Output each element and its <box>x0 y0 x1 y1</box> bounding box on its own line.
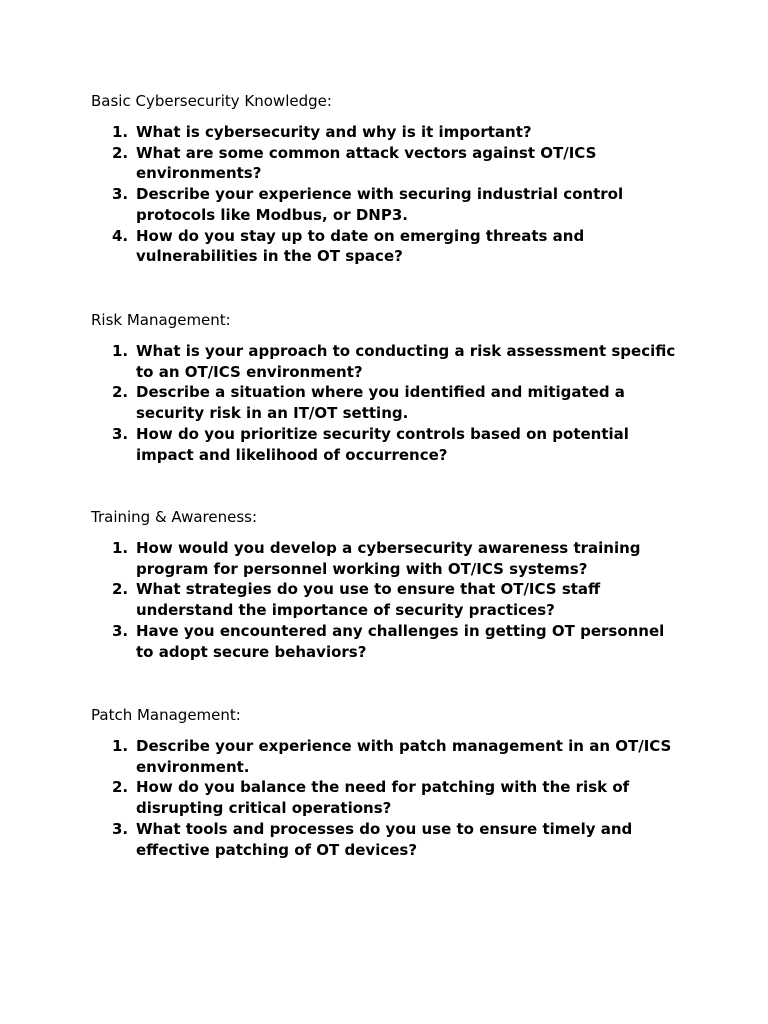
question-item <box>91 143 691 184</box>
section-patch-management <box>91 705 691 860</box>
question-item <box>91 621 691 662</box>
question-text-line: to an OT/ICS environment? <box>136 362 363 381</box>
question-number: 3. <box>112 621 129 640</box>
question-text-line: What is your approach to conducting a risk assessment specific <box>136 342 676 360</box>
section-basic-cybersecurity-knowledge <box>91 91 691 267</box>
question-text-line: disrupting critical operations? <box>136 799 392 818</box>
question-text-line: How do you stay up to date on emerging threats and <box>136 226 585 245</box>
question-item <box>91 226 691 267</box>
question-number: 2. <box>112 778 129 797</box>
question-text-line: impact and likelihood of occurrence? <box>136 445 448 464</box>
question-text-line: Have you encountered any challenges in getting OT personnel <box>136 621 665 640</box>
question-text-line: What tools and processes do you use to ensure timely and <box>136 819 633 838</box>
question-text-line: What are some common attack vectors against OT/ICS <box>136 143 597 162</box>
question-text-line: environments? <box>136 164 262 183</box>
question-text-line: Describe a situation where you identified and mitigated a <box>136 383 625 402</box>
question-number: 1. <box>112 539 129 557</box>
question-item <box>91 538 691 579</box>
question-item <box>91 819 691 860</box>
question-text-line: protocols like Modbus, or DNP3. <box>136 205 408 224</box>
question-text-line: What is cybersecurity and why is it important? <box>136 123 532 141</box>
question-text-line: security risk in an IT/OT setting. <box>136 404 409 423</box>
question-item <box>91 777 691 818</box>
section-heading: Patch Management: <box>91 706 241 724</box>
question-number: 2. <box>112 383 129 402</box>
section-heading: Training & Awareness: <box>91 508 258 526</box>
question-text-line: understand the importance of security practices? <box>136 601 555 620</box>
question-number: 2. <box>112 580 129 599</box>
question-text-line: program for personnel working with OT/ICS systems? <box>136 559 588 578</box>
question-text-line: Describe your experience with securing industrial control <box>136 185 624 204</box>
question-text-line: How would you develop a cybersecurity awareness training <box>136 539 641 557</box>
question-text-line: environment. <box>136 757 250 776</box>
question-text-line: Describe your experience with patch management in an OT/ICS <box>136 737 672 755</box>
question-list <box>91 538 691 662</box>
question-text-line: What strategies do you use to ensure that OT/ICS staff <box>136 580 601 599</box>
question-text-line: How do you balance the need for patching with the risk of <box>136 778 630 797</box>
question-item <box>91 184 691 225</box>
question-list <box>91 736 691 860</box>
section-heading: Basic Cybersecurity Knowledge: <box>91 92 332 110</box>
question-text-line: to adopt secure behaviors? <box>136 642 367 661</box>
question-list <box>91 341 691 465</box>
question-number: 1. <box>112 737 129 755</box>
question-item <box>91 341 691 382</box>
question-number: 2. <box>112 143 129 162</box>
question-number: 4. <box>112 226 129 245</box>
question-text-line: effective patching of OT devices? <box>136 840 418 859</box>
question-item <box>91 382 691 423</box>
question-number: 3. <box>112 185 129 204</box>
question-item <box>91 579 691 620</box>
section-risk-management <box>91 310 691 465</box>
question-list <box>91 122 691 267</box>
question-item <box>91 736 691 777</box>
question-number: 1. <box>112 123 129 141</box>
section-training-awareness <box>91 507 691 662</box>
question-item <box>91 424 691 465</box>
section-heading: Risk Management: <box>91 311 231 329</box>
question-item <box>91 122 691 143</box>
question-text-line: vulnerabilities in the OT space? <box>136 247 403 266</box>
question-number: 3. <box>112 424 129 443</box>
question-text-line: How do you prioritize security controls based on potential <box>136 424 629 443</box>
question-number: 3. <box>112 819 129 838</box>
question-number: 1. <box>112 342 129 360</box>
